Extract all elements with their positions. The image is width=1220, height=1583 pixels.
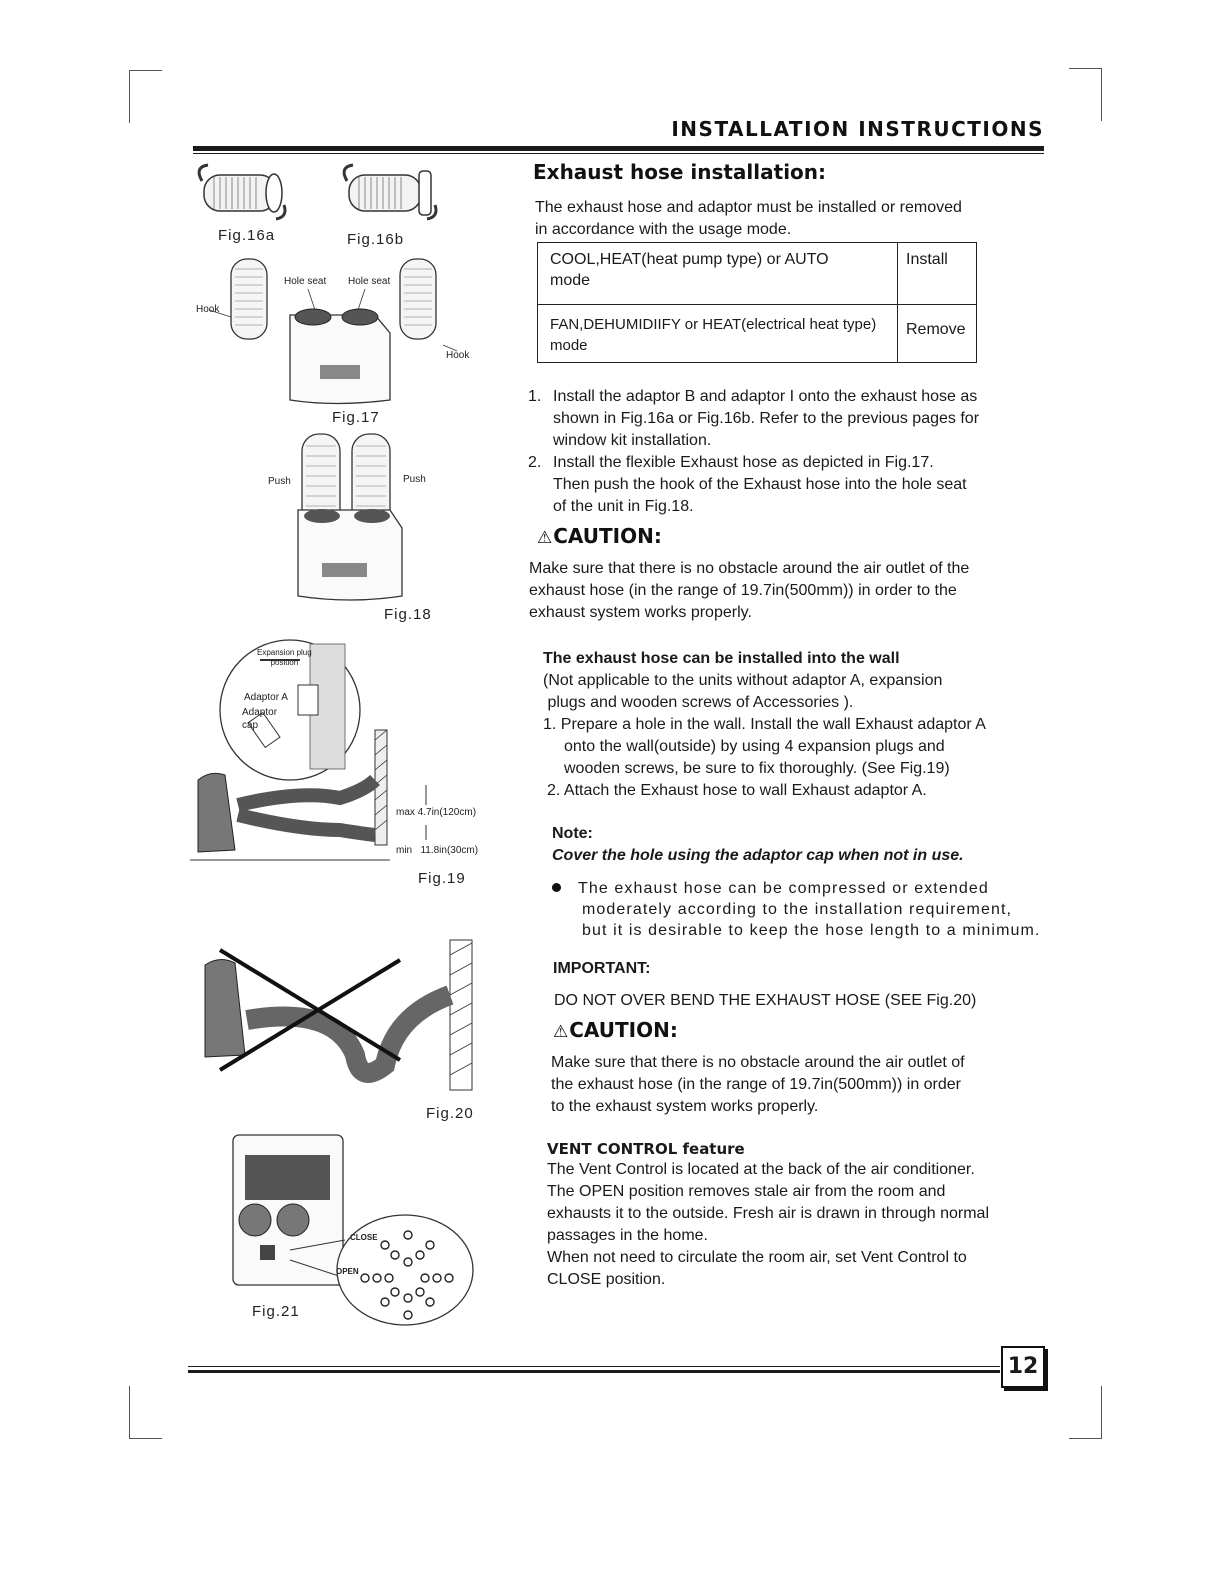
caution-line: to the exhaust system works properly. <box>551 1098 819 1115</box>
bullet-line: but it is desirable to keep the hose length to a minimum. <box>582 922 1041 939</box>
min-distance-label: min 11.8in(30cm) <box>396 845 479 856</box>
note-label: Note: <box>552 825 593 842</box>
section-intro <box>535 197 962 241</box>
wall-install-body <box>543 670 986 802</box>
step-number: 2. <box>528 454 542 471</box>
fig21-label: Fig.21 <box>252 1303 300 1320</box>
crop-mark-top-left <box>129 70 162 123</box>
page-number: 12 <box>1001 1346 1045 1388</box>
table-row <box>538 243 977 305</box>
caution-heading <box>553 1018 678 1042</box>
page-header-title: INSTALLATION INSTRUCTIONS <box>671 117 1044 141</box>
vent-line: passages in the home. <box>547 1227 708 1244</box>
wall-install-title: The exhaust hose can be installed into the wall <box>543 650 900 667</box>
open-label: OPEN <box>336 1267 359 1276</box>
crop-mark-bottom-left <box>129 1386 162 1439</box>
list-item <box>528 452 979 518</box>
fig20-label: Fig.20 <box>426 1105 474 1122</box>
step-line: shown in Fig.16a or Fig.16b. Refer to the previous pages for <box>553 410 980 427</box>
fig18-illustration <box>290 428 420 603</box>
action-cell: Install <box>898 243 977 305</box>
mode-cell <box>538 305 898 363</box>
expansion-plug-line: Expansion plug <box>257 648 312 657</box>
bullet-line: The exhaust hose can be compressed or extended <box>578 880 989 897</box>
fig21-illustration <box>225 1130 475 1330</box>
note-text: Cover the hole using the adaptor cap when not in use. <box>552 847 964 864</box>
push-label-left: Push <box>268 476 291 487</box>
action-cell: Remove <box>898 305 977 363</box>
bullet-icon <box>552 883 561 892</box>
fig16b-illustration <box>335 165 450 225</box>
wall-note-line: (Not applicable to the units without adaptor A, expansion <box>543 672 943 689</box>
wall-step-line: onto the wall(outside) by using 4 expansion plugs and <box>564 738 945 755</box>
vent-line: When not need to circulate the room air, set Vent Control to <box>547 1249 967 1266</box>
crop-mark-bottom-right <box>1069 1386 1102 1439</box>
fig20-illustration <box>195 935 495 1095</box>
vent-line: The OPEN position removes stale air from the room and <box>547 1183 946 1200</box>
step-line: Install the adaptor B and adaptor I onto the exhaust hose as <box>553 388 978 405</box>
intro-line: in accordance with the usage mode. <box>535 221 792 238</box>
fig19-illustration <box>190 630 500 870</box>
mode-cell <box>538 243 898 305</box>
wall-note-line: plugs and wooden screws of Accessories ). <box>543 694 854 711</box>
header-rule-thin <box>193 153 1044 154</box>
vent-line: The Vent Control is located at the back of the air conditioner. <box>547 1161 975 1178</box>
fig16a-label: Fig.16a <box>218 227 276 244</box>
caution-title: CAUTION: <box>569 1018 678 1042</box>
header-rule <box>193 146 1044 151</box>
expansion-plug-line: position <box>270 658 299 667</box>
hole-seat-label-right: Hole seat <box>348 276 391 287</box>
wall-step-line: 2. Attach the Exhaust hose to wall Exhaust adaptor A. <box>547 782 927 799</box>
list-item <box>528 386 979 452</box>
fig16a-illustration <box>190 165 300 225</box>
adaptor-cap-label <box>242 706 277 732</box>
fig17-label: Fig.17 <box>332 409 380 426</box>
caution-line: exhaust hose (in the range of 19.7in(500mm)) in order to the <box>529 582 957 599</box>
expansion-plug-label <box>257 648 312 668</box>
mode-text: COOL,HEAT(heat pump type) or AUTO <box>550 251 829 268</box>
warning-triangle-icon: ⚠ <box>553 1022 569 1042</box>
push-label-right: Push <box>403 474 426 485</box>
table-row <box>538 305 977 363</box>
caution-title: CAUTION: <box>553 524 662 548</box>
vent-line: exhausts it to the outside. Fresh air is drawn in through normal <box>547 1205 989 1222</box>
close-label: CLOSE <box>350 1233 378 1242</box>
mode-table <box>537 242 977 363</box>
adaptor-a-label: Adaptor A <box>244 692 288 703</box>
wall-step-line: 1. Prepare a hole in the wall. Install the wall Exhaust adaptor A <box>543 716 986 733</box>
mode-text: mode <box>550 337 588 354</box>
hook-label-right: Hook <box>446 350 470 361</box>
step-line: of the unit in Fig.18. <box>553 498 694 515</box>
fig17-illustration <box>195 255 485 415</box>
fig19-label: Fig.19 <box>418 870 466 887</box>
caution-text <box>529 558 969 624</box>
hook-label-left: Hook <box>196 304 220 315</box>
steps-list <box>528 386 979 518</box>
mode-text: FAN,DEHUMIDIIFY or HEAT(electrical heat type) <box>550 316 877 333</box>
caution-line: Make sure that there is no obstacle around the air outlet of <box>551 1054 965 1071</box>
max-distance-label: max 4.7in(120cm) <box>396 807 477 818</box>
bullet-text <box>578 878 1040 941</box>
bullet-line: moderately according to the installation requirement, <box>582 901 1013 918</box>
step-line: Install the flexible Exhaust hose as depicted in Fig.17. <box>553 454 934 471</box>
warning-triangle-icon: ⚠ <box>537 528 553 548</box>
wall-step-line: wooden screws, be sure to fix thoroughly. (See Fig.19) <box>564 760 950 777</box>
caution-text <box>551 1052 965 1118</box>
caution-line: the exhaust hose (in the range of 19.7in(500mm)) in order <box>551 1076 962 1093</box>
adaptor-cap-line: cap <box>242 720 259 731</box>
caution-line: Make sure that there is no obstacle around the air outlet of the <box>529 560 970 577</box>
crop-mark-top-right <box>1069 68 1102 121</box>
adaptor-cap-line: Adaptor <box>242 707 278 718</box>
step-line: Then push the hook of the Exhaust hose into the hole seat <box>553 476 967 493</box>
step-number: 1. <box>528 388 542 405</box>
vent-title: VENT CONTROL feature <box>547 1140 745 1158</box>
vent-line: CLOSE position. <box>547 1271 666 1288</box>
fig18-label: Fig.18 <box>384 606 432 623</box>
mode-text: mode <box>550 272 591 289</box>
step-line: window kit installation. <box>553 432 712 449</box>
intro-line: The exhaust hose and adaptor must be installed or removed <box>535 199 962 216</box>
caution-line: exhaust system works properly. <box>529 604 752 621</box>
important-text: DO NOT OVER BEND THE EXHAUST HOSE (SEE Fig.20) <box>554 992 977 1009</box>
caution-heading <box>537 524 662 548</box>
important-label: IMPORTANT: <box>553 960 651 977</box>
hole-seat-label-left: Hole seat <box>284 276 327 287</box>
section-title: Exhaust hose installation: <box>533 160 827 184</box>
footer-rule-thin <box>188 1366 1000 1367</box>
fig16b-label: Fig.16b <box>347 231 405 248</box>
footer-rule <box>188 1370 1000 1373</box>
vent-body <box>547 1159 989 1291</box>
